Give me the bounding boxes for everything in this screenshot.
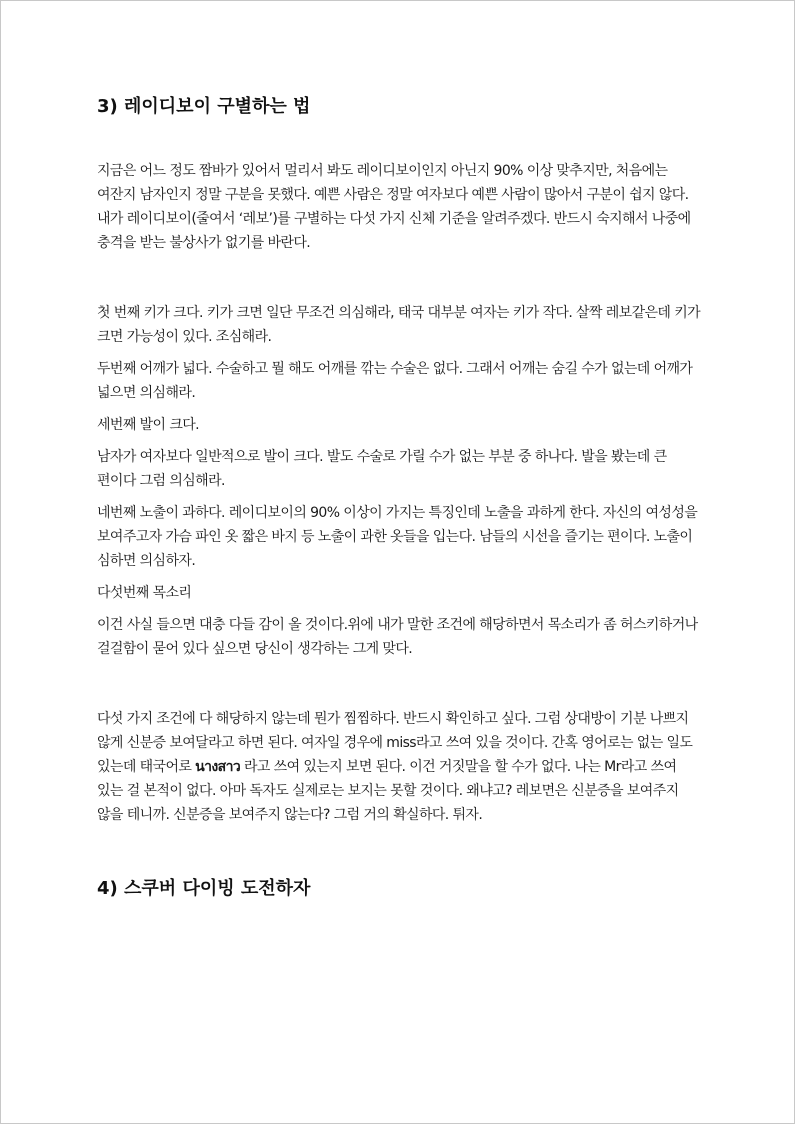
section-heading-scuba: 4) 스쿠버 다이빙 도전하자 — [97, 878, 311, 899]
thai-word: นางสาว — [195, 759, 241, 775]
criterion-height: 첫 번째 키가 크다. 키가 크면 일단 무조건 의심해라, 태국 대부분 여자는 키가 작다. 살짝 레보같은데 키가 크면 가능성이 있다. 조심해라. — [97, 305, 701, 345]
page-content — [97, 93, 701, 903]
section-heading-ladyboy: 3) 레이디보이 구별하는 법 — [97, 96, 311, 117]
criterion-voice-heading: 다섯번째 목소리 — [97, 585, 192, 601]
closing-text-2: 라고 쓰여 있는지 보면 된다. 이건 거짓말을 할 수가 없다. 나는 Mr라고 쓰여 있는 걸 본적이 없다. 아마 독자도 실제로는 보지는 못할 것이다. 왜냐고? 레보면은 신분증을 보여주지 않을 테니까. 신분증을 보여주지 않는다? 그럼 거의 확실하다. 튀자. — [97, 759, 679, 823]
criterion-shoulders: 두번째 어깨가 넓다. 수술하고 뭘 해도 어깨를 깎는 수술은 없다. 그래서 어깨는 숨길 수가 없는데 어깨가 넓으면 의심해라. — [97, 361, 693, 401]
criteria-list — [97, 301, 701, 661]
criterion-feet-heading: 세번째 발이 크다. — [97, 417, 200, 433]
criterion-exposure: 네번째 노출이 과하다. 레이디보이의 90% 이상이 가지는 특징인데 노출을 과하게 한다. 자신의 여성성을 보여주고자 가슴 파인 옷 짧은 바지 등 노출이 과한 옷들을 입는다. 남들의 시선을 즐기는 편이다. 노출이 심하면 의심하자. — [97, 505, 698, 569]
criterion-feet: 남자가 여자보다 일반적으로 발이 크다. 발도 수술로 가릴 수가 없는 부분 중 하나다. 발을 봤는데 큰 편이다 그럼 의심해라. — [97, 449, 667, 489]
closing-text-1: 다섯 가지 조건에 다 해당하지 않는데 뭔가 찜찜하다. 반드시 확인하고 싶다. 그럼 상대방이 기분 나쁘지 않게 신분증 보여달라고 하면 된다. 여자일 경우에 miss라고 쓰여 있을 것이다. 간혹 영어로는 없는 일도 있는데 태국어로 — [97, 711, 693, 775]
intro-paragraph: 지금은 어느 정도 짬바가 있어서 멀리서 봐도 레이디보이인지 아닌지 90% 이상 맞추지만, 처음에는 여잔지 남자인지 정말 구분을 못했다. 예쁜 사람은 정말 여자보다 예쁜 사람이 많아서 구분이 쉽지 않다. 내가 레이디보이(줄여서 ‘레보’)를 구별하는 다섯 가지 신체 기준을 알려주겠다. 반드시 숙지해서 나중에 충격을 받는 불상사가 없기를 바란다. — [97, 163, 691, 251]
criterion-voice: 이건 사실 들으면 대충 다들 감이 올 것이다.위에 내가 말한 조건에 해당하면서 목소리가 좀 허스키하거나 걸걸함이 묻어 있다 싶으면 당신이 생각하는 그게 맞다. — [97, 617, 698, 657]
closing-paragraph — [97, 707, 701, 827]
